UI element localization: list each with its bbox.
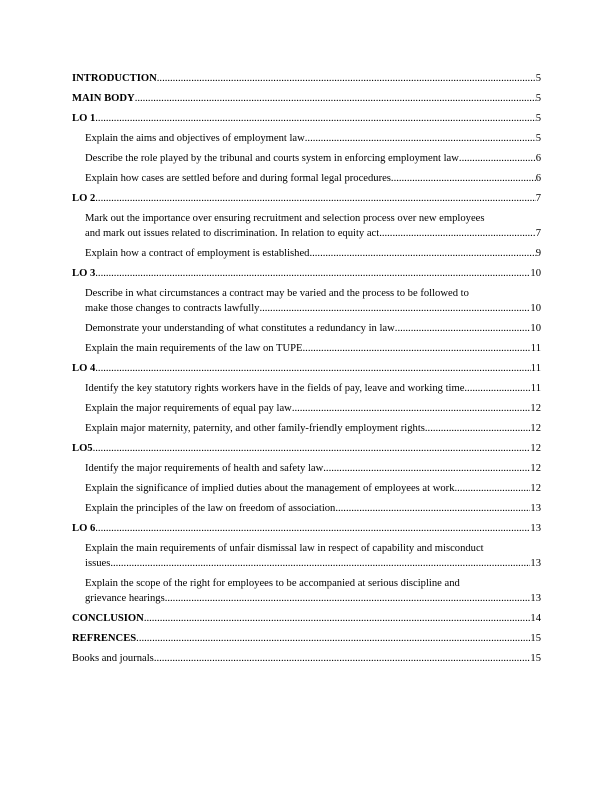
toc-entry-lo1-tribunal[interactable] — [72, 151, 541, 166]
toc-page-number: 13 — [530, 593, 541, 604]
dot-leader — [395, 321, 531, 336]
toc-entry-title: Identify the key statutory rights workers have in the fields of pay, leave and working time — [85, 383, 465, 394]
toc-page-number: 11 — [530, 363, 541, 374]
toc-entry-introduction[interactable] — [72, 71, 541, 86]
toc-entry-lo5-implied[interactable] — [72, 481, 541, 496]
toc-entry-title: Describe the role played by the tribunal and courts system in enforcing employment law — [85, 153, 459, 164]
toc-entry-refrences[interactable] — [72, 631, 541, 646]
toc-entry-lo3[interactable] — [72, 266, 541, 281]
toc-entry-title-line2: grievance hearings — [85, 593, 165, 604]
dot-leader — [303, 341, 531, 356]
toc-page-number: 12 — [530, 403, 541, 414]
dot-leader — [335, 501, 530, 516]
toc-entry-title-line1: Describe in what circumstances a contract may be varied and the process to be followed to — [85, 288, 469, 299]
toc-page-number: 9 — [535, 248, 541, 259]
toc-entry-lo4[interactable] — [72, 361, 541, 376]
toc-entry-title: Explain the significance of implied duties about the management of employees at work — [85, 483, 455, 494]
dot-leader — [154, 651, 531, 666]
dot-leader — [157, 71, 536, 86]
toc-entry-lo4-statutory[interactable] — [72, 381, 541, 396]
toc-entry-title: LO 1 — [72, 113, 96, 124]
toc-entry-title-line2: make those changes to contracts lawfully — [85, 303, 260, 314]
toc-entry-title: LO 2 — [72, 193, 96, 204]
dot-leader — [323, 461, 530, 476]
dot-leader — [144, 611, 531, 626]
toc-entry-lo2[interactable] — [72, 191, 541, 206]
dot-leader — [95, 266, 530, 281]
dot-leader — [305, 131, 536, 146]
toc-entry-title-line1: Explain the scope of the right for employees to be accompanied at serious discipline and — [85, 578, 460, 589]
toc-page-number: 10 — [530, 303, 541, 314]
dot-leader — [95, 361, 531, 376]
toc-entry-lo1[interactable] — [72, 111, 541, 126]
dot-leader — [379, 226, 536, 241]
toc-entry-lo5-association[interactable] — [72, 501, 541, 516]
toc-entry-title: Identify the major requirements of health and safety law — [85, 463, 324, 474]
toc-entry-lo4-maternity[interactable] — [72, 421, 541, 436]
toc-page-number: 10 — [530, 323, 541, 334]
toc-entry-lo6-accompanied[interactable] — [72, 576, 541, 606]
dot-leader — [135, 91, 536, 106]
toc-entry-lo3-redundancy[interactable] — [72, 321, 541, 336]
toc-page-number: 12 — [530, 463, 541, 474]
toc-entry-title-line2: and mark out issues related to discrimination. In relation to equity act — [85, 228, 380, 239]
toc-page-number: 5 — [535, 113, 541, 124]
toc-entry-title: Books and journals — [72, 653, 154, 664]
dot-leader — [425, 421, 531, 436]
toc-page-number: 13 — [530, 523, 541, 534]
dot-leader — [95, 111, 535, 126]
toc-page-number: 14 — [530, 613, 541, 624]
dot-leader — [110, 556, 530, 571]
toc-entry-lo2-contract[interactable] — [72, 246, 541, 261]
toc-page-number: 15 — [530, 633, 541, 644]
dot-leader — [464, 381, 530, 396]
toc-entry-title: MAIN BODY — [72, 93, 135, 104]
toc-entry-title: Explain how a contract of employment is established — [85, 248, 310, 259]
toc-page-number: 5 — [535, 133, 541, 144]
dot-leader — [259, 301, 530, 316]
dot-leader — [95, 521, 530, 536]
table-of-contents — [72, 71, 541, 671]
toc-page-number: 5 — [535, 93, 541, 104]
toc-entry-lo6[interactable] — [72, 521, 541, 536]
toc-entry-main-body[interactable] — [72, 91, 541, 106]
dot-leader — [95, 191, 535, 206]
toc-entry-lo1-cases[interactable] — [72, 171, 541, 186]
toc-entry-title: LO 4 — [72, 363, 96, 374]
toc-entry-title: Explain the principles of the law on freedom of association — [85, 503, 336, 514]
toc-entry-title: LO5 — [72, 443, 93, 454]
toc-entry-lo3-varied[interactable] — [72, 286, 541, 316]
toc-page-number: 12 — [530, 443, 541, 454]
toc-entry-title: Explain the major requirements of equal pay law — [85, 403, 292, 414]
dot-leader — [455, 481, 531, 496]
toc-entry-lo2-recruitment[interactable] — [72, 211, 541, 241]
toc-page-number: 15 — [530, 653, 541, 664]
toc-page-number: 11 — [530, 383, 541, 394]
toc-entry-conclusion[interactable] — [72, 611, 541, 626]
toc-entry-title: LO 6 — [72, 523, 96, 534]
toc-entry-title: INTRODUCTION — [72, 73, 157, 84]
toc-entry-title: LO 3 — [72, 268, 96, 279]
dot-leader — [93, 441, 531, 456]
toc-entry-title: Explain major maternity, paternity, and other family-friendly employment rights — [85, 423, 425, 434]
toc-page-number: 13 — [530, 503, 541, 514]
toc-page-number: 12 — [530, 423, 541, 434]
toc-page-number: 10 — [530, 268, 541, 279]
toc-entry-title: Explain the aims and objectives of employment law — [85, 133, 305, 144]
toc-entry-title: Explain how cases are settled before and during formal legal procedures — [85, 173, 391, 184]
toc-entry-lo3-tupe[interactable] — [72, 341, 541, 356]
toc-entry-lo4-equal-pay[interactable] — [72, 401, 541, 416]
dot-leader — [391, 171, 536, 186]
dot-leader — [459, 151, 536, 166]
dot-leader — [292, 401, 531, 416]
toc-page-number: 7 — [535, 193, 541, 204]
toc-entry-title-line2: issues — [85, 558, 111, 569]
toc-page-number: 12 — [530, 483, 541, 494]
toc-entry-lo1-aims[interactable] — [72, 131, 541, 146]
toc-entry-title: REFRENCES — [72, 633, 137, 644]
toc-entry-lo5[interactable] — [72, 441, 541, 456]
toc-page-number: 5 — [535, 73, 541, 84]
toc-entry-lo6-dismissal[interactable] — [72, 541, 541, 571]
toc-entry-books-and-journals[interactable] — [72, 651, 541, 666]
toc-page-number: 6 — [535, 153, 541, 164]
dot-leader — [136, 631, 530, 646]
toc-entry-title: Explain the main requirements of the law on TUPE — [85, 343, 303, 354]
toc-page-number: 7 — [535, 228, 541, 239]
dot-leader — [309, 246, 535, 261]
toc-entry-lo5-health[interactable] — [72, 461, 541, 476]
toc-entry-title: Demonstrate your understanding of what constitutes a redundancy in law — [85, 323, 395, 334]
toc-page-number: 6 — [535, 173, 541, 184]
toc-entry-title-line1: Explain the main requirements of unfair dismissal law in respect of capability and misconduct — [85, 543, 484, 554]
toc-entry-title-line1: Mark out the importance over ensuring recruitment and selection process over new employees — [85, 213, 485, 224]
toc-entry-title: CONCLUSION — [72, 613, 144, 624]
dot-leader — [165, 591, 531, 606]
toc-page-number: 11 — [530, 343, 541, 354]
toc-page-number: 13 — [530, 558, 541, 569]
